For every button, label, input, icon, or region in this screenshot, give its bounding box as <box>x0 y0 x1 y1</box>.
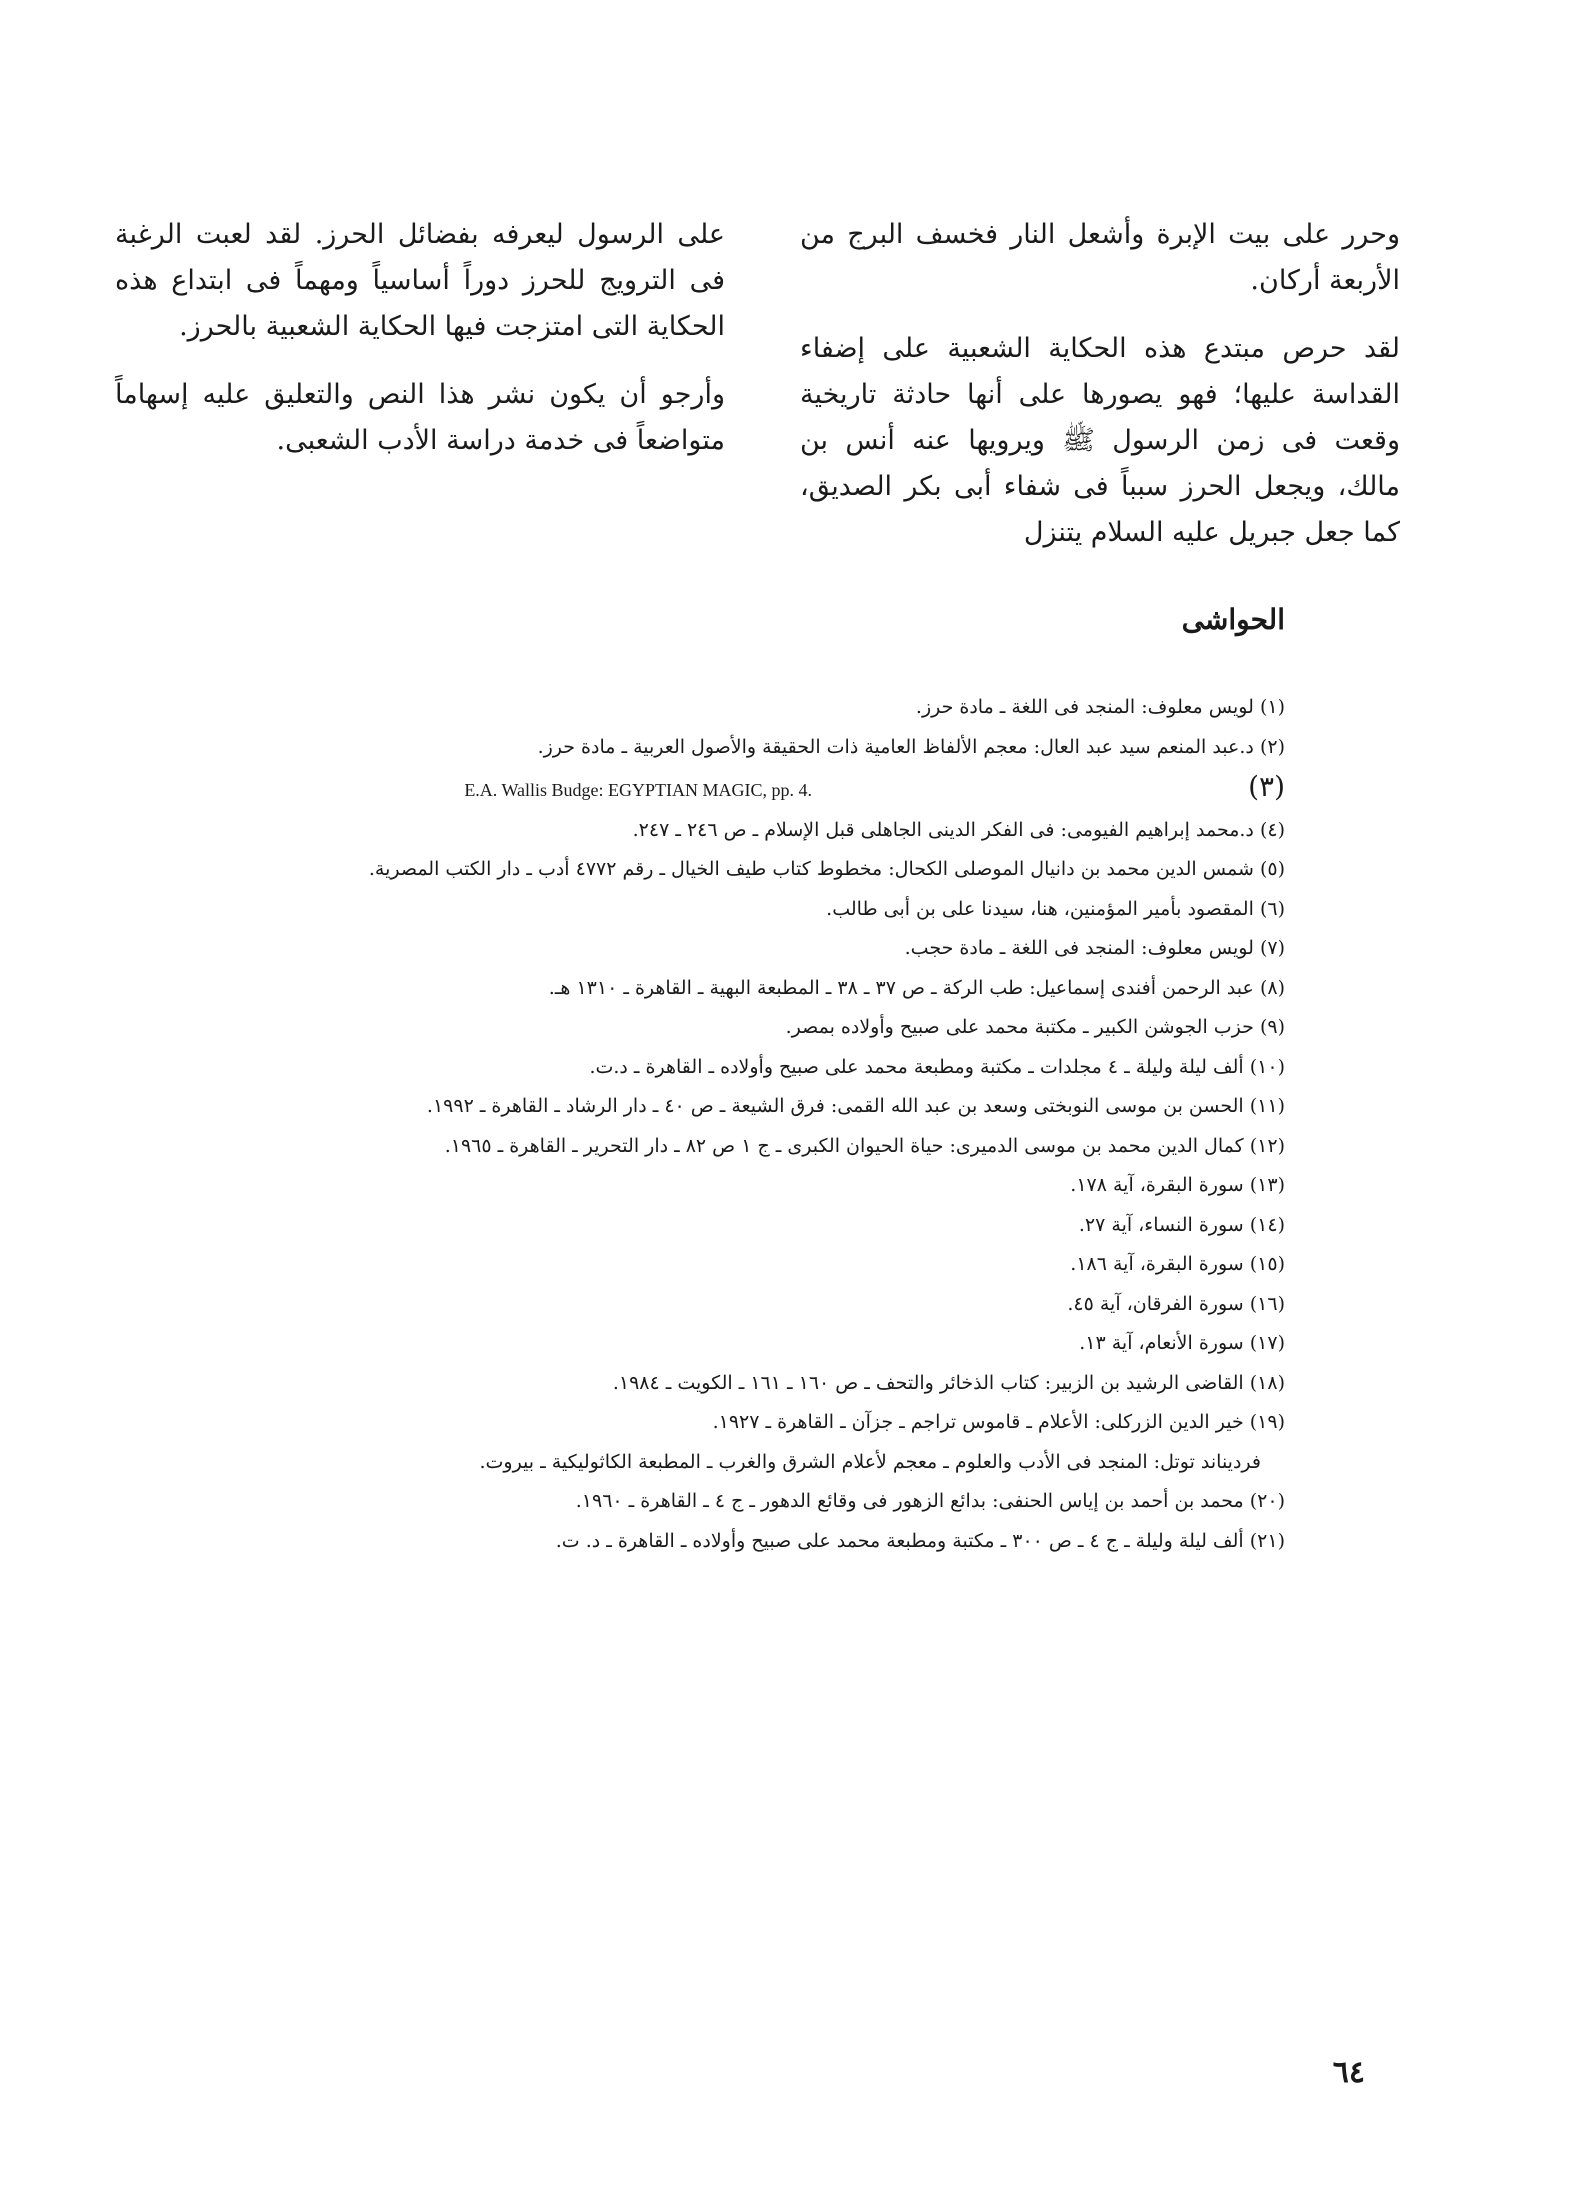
note-item <box>285 1087 1285 1127</box>
note-text: لويس معلوف: المنجد فى اللغة ـ مادة حرز. <box>915 696 1254 718</box>
note-text: ألف ليلة وليلة ـ ج ٤ ـ ص ٣٠٠ ـ مكتبة ومطبعة محمد على صبيح وأولاده ـ القاهرة ـ د. ت. <box>555 1529 1244 1552</box>
note-number: (٤) <box>1259 818 1285 841</box>
body-column-right <box>800 212 1400 578</box>
note-number: (٢) <box>1259 735 1285 758</box>
note-number: (٢١) <box>1249 1529 1285 1552</box>
note-text: فرديناند توتل: المنجد فى الأدب والعلوم ـ معجم لأعلام الشرق والغرب ـ المطبعة الكاثوليكية ـ بيروت. <box>479 1450 1261 1473</box>
notes-list <box>285 688 1285 1561</box>
note-text: الحسن بن موسى النوبختى وسعد بن عبد الله القمى: فرق الشيعة ـ ص ٤٠ ـ دار الرشاد ـ القاهرة ـ ١٩٩٢. <box>426 1095 1244 1117</box>
note-text: سورة البقرة، آية ١٨٦. <box>1070 1253 1244 1275</box>
note-text: محمد بن أحمد بن إياس الحنفى: بدائع الزهور فى وقائع الدهور ـ ج ٤ ـ القاهرة ـ ١٩٦٠. <box>575 1490 1244 1512</box>
note-item <box>285 1364 1285 1404</box>
note-number: (١٧) <box>1249 1332 1285 1354</box>
paragraph: على الرسول ليعرفه بفضائل الحرز. لقد لعبت الرغبة فى الترويج للحرز دوراً أساسياً ومهماً فى ابتداع هذه الحكاية التى امتزجت فيها الحكاية الشعبية بالحرز. <box>115 219 725 342</box>
note-item <box>285 1166 1285 1206</box>
note-item <box>285 929 1285 969</box>
note-item <box>285 1008 1285 1048</box>
note-text: د.عبد المنعم سيد عبد العال: معجم الألفاظ العامية ذات الحقيقة والأصول العربية ـ مادة حرز. <box>537 735 1254 758</box>
note-item <box>285 1403 1285 1443</box>
note-number: (٧) <box>1259 937 1285 959</box>
note-number: (١٢) <box>1249 1134 1285 1157</box>
note-item <box>285 969 1285 1009</box>
note-number: (١٩) <box>1249 1411 1285 1433</box>
note-text: E.A. Wallis Budge: EGYPTIAN MAGIC, pp. 4. <box>464 780 813 800</box>
note-item <box>285 688 1285 728</box>
body-column-left <box>115 212 725 486</box>
note-text: سورة البقرة، آية ١٧٨. <box>1070 1174 1244 1196</box>
note-item <box>285 850 1285 890</box>
note-text: سورة الأنعام، آية ١٣. <box>1079 1332 1244 1354</box>
note-text: المقصود بأمير المؤمنين، هنا، سيدنا على بن أبى طالب. <box>826 897 1254 920</box>
note-text: سورة الفرقان، آية ٤٥. <box>1067 1292 1244 1315</box>
note-item <box>285 1285 1285 1325</box>
notes-heading: الحواشى <box>1181 603 1285 636</box>
note-item <box>285 1443 1285 1483</box>
note-text: شمس الدين محمد بن دانيال الموصلى الكحال: مخطوط كتاب طيف الخيال ـ رقم ٤٧٧٢ أدب ـ دار الكتب المصرية. <box>368 858 1254 880</box>
note-item <box>285 1048 1285 1088</box>
note-text: حزب الجوشن الكبير ـ مكتبة محمد على صبيح وأولاده بمصر. <box>785 1016 1254 1038</box>
note-item <box>285 1245 1285 1285</box>
note-number: (٩) <box>1259 1016 1285 1038</box>
note-text: خير الدين الزركلى: الأعلام ـ قاموس تراجم ـ جزآن ـ القاهرة ـ ١٩٢٧. <box>712 1411 1244 1433</box>
note-item <box>285 1482 1285 1522</box>
paragraph: لقد حرص مبتدع هذه الحكاية الشعبية على إضفاء القداسة عليها؛ فهو يصورها على أنها حادثة تاريخية وقعت فى زمن الرسول ﷺ ويرويها عنه أنس بن مالك، ويجعل الحرز سبباً فى شفاء أبى بكر الصديق، كما جعل جبريل عليه السلام يتنزل <box>800 333 1400 548</box>
note-number: (١٣) <box>1249 1174 1285 1196</box>
note-number: (١٥) <box>1249 1253 1285 1275</box>
note-text: عبد الرحمن أفندى إسماعيل: طب الركة ـ ص ٣٧ ـ ٣٨ ـ المطبعة البهية ـ القاهرة ـ ١٣١٠ هـ. <box>548 976 1254 999</box>
note-item <box>285 1206 1285 1246</box>
note-text: القاضى الرشيد بن الزبير: كتاب الذخائر والتحف ـ ص ١٦٠ ـ ١٦١ ـ الكويت ـ ١٩٨٤. <box>612 1371 1244 1394</box>
note-number: (٥) <box>1259 858 1285 880</box>
note-item <box>285 811 1285 851</box>
page-number: ٦٤ <box>1332 2055 1365 2090</box>
note-number: (١٨) <box>1249 1371 1285 1394</box>
note-text: ألف ليلة وليلة ـ ٤ مجلدات ـ مكتبة ومطبعة محمد على صبيح وأولاده ـ القاهرة ـ د.ت. <box>589 1055 1244 1078</box>
note-number: (١٤) <box>1249 1213 1285 1236</box>
paragraph: وأرجو أن يكون نشر هذا النص والتعليق عليه إسهاماً متواضعاً فى خدمة دراسة الأدب الشعبى. <box>115 379 725 456</box>
note-text: د.محمد إبراهيم الفيومى: فى الفكر الدينى الجاهلى قبل الإسلام ـ ص ٢٤٦ ـ ٢٤٧. <box>632 818 1254 841</box>
note-number: (٦) <box>1259 897 1285 920</box>
note-text: لويس معلوف: المنجد فى اللغة ـ مادة حجب. <box>904 937 1254 959</box>
note-number: (٢٠) <box>1249 1490 1285 1512</box>
note-number: (٨) <box>1259 976 1285 999</box>
paragraph: وحرر على بيت الإبرة وأشعل النار فخسف البرج من الأربعة أركان. <box>800 219 1400 296</box>
note-text: كمال الدين محمد بن موسى الدميرى: حياة الحيوان الكبرى ـ ج ١ ص ٨٢ ـ دار التحرير ـ القاهرة ـ ١٩٦٥. <box>444 1134 1244 1157</box>
note-item <box>285 890 1285 930</box>
note-item <box>285 767 1285 811</box>
note-item <box>285 728 1285 768</box>
note-item <box>285 1127 1285 1167</box>
note-text: سورة النساء، آية ٢٧. <box>1078 1213 1244 1236</box>
note-number: (١١) <box>1249 1095 1285 1117</box>
note-number: (١) <box>1259 696 1285 718</box>
note-item <box>285 1324 1285 1364</box>
note-number: (١٦) <box>1249 1292 1285 1315</box>
note-item <box>285 1522 1285 1562</box>
note-number: (١٠) <box>1249 1055 1285 1078</box>
note-number: (٣) <box>1248 770 1285 803</box>
